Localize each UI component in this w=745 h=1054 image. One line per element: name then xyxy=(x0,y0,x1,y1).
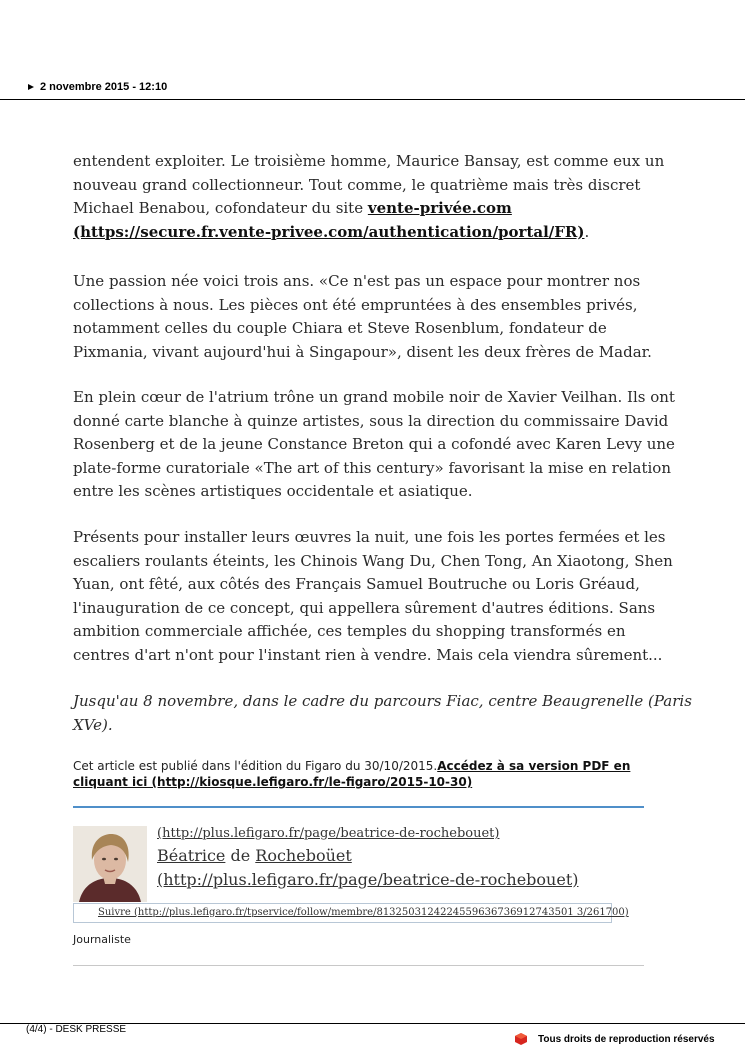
text-line: Yuan, ont fêté, aux côtés des Français Samuel Boutruche ou Loris Gréaud, xyxy=(73,575,640,593)
text-line: ambition commerciale affichée, ces temples du shopping transformés en xyxy=(73,622,626,640)
divider-grey xyxy=(73,965,644,966)
text-line: collections à nous. Les pièces ont été empruntées à des ensembles privés, xyxy=(73,295,638,314)
pdf-url-link[interactable]: cliquant ici (http://kiosque.lefigaro.fr/le-figaro/2015-10-30) xyxy=(73,775,473,789)
follow-box xyxy=(73,903,629,923)
publisher-logo-icon xyxy=(515,1033,527,1045)
paragraph-1 xyxy=(73,150,665,244)
text-segment: . xyxy=(584,222,590,241)
paragraph-2 xyxy=(73,270,653,364)
text-line: entendent exploiter. Le troisième homme, Maurice Bansay, est comme eux un xyxy=(73,152,665,170)
paragraph-4 xyxy=(73,526,673,667)
paragraph-5 xyxy=(73,690,692,737)
pdf-link[interactable]: Accédez à sa version PDF en xyxy=(437,759,631,773)
text-line: En plein cœur de l'atrium trône un grand mobile noir de Xavier Veilhan. Ils ont xyxy=(73,388,675,406)
author-role: Journaliste xyxy=(73,933,131,946)
page-header xyxy=(0,80,745,100)
divider-blue xyxy=(73,806,644,808)
text-line: Une passion née voici trois ans. «Ce n'est pas un espace pour montrer nos xyxy=(73,272,641,290)
note-text: Cet article est publié dans l'édition du Figaro du 30/10/2015. xyxy=(73,759,438,773)
author-name xyxy=(157,844,578,868)
text-line: centres d'art n'ont pour l'instant rien à vendre. Mais cela viendra sûrement... xyxy=(73,645,663,664)
text-line xyxy=(73,758,633,774)
text-line: XVe). xyxy=(73,715,113,734)
footer-copyright: Tous droits de reproduction réservés xyxy=(538,1034,715,1045)
follow-link[interactable]: Suivre (http://plus.lefigaro.fr/tpservice/follow/membre/8132503124224559636736912743501 3/261700) xyxy=(98,907,629,918)
text-line xyxy=(73,221,653,245)
portrait-image-icon xyxy=(73,826,147,902)
text-line: Présents pour installer leurs œuvres la nuit, une fois les portes fermées et les xyxy=(73,528,666,546)
author-photo[interactable] xyxy=(73,826,147,902)
edition-note xyxy=(73,758,633,790)
author-profile-link-large[interactable]: (http://plus.lefigaro.fr/page/beatrice-de-rochebouet) xyxy=(157,870,579,889)
text-line: plate-forme curatoriale «The art of this century» favorisant la mise en relation xyxy=(73,458,671,477)
author-first-name-link[interactable]: Béatrice xyxy=(157,846,226,865)
paragraph-3 xyxy=(73,386,675,504)
triangle-bullet-icon xyxy=(28,84,34,90)
author-profile-link[interactable]: (http://plus.lefigaro.fr/page/beatrice-de-rochebouet) xyxy=(157,826,500,841)
author-links xyxy=(157,824,578,892)
text-line: entre les scènes artistiques occidentale et asiatique. xyxy=(73,482,473,500)
text-line: nouveau grand collectionneur. Tout comme, le quatrième mais très discret xyxy=(73,175,641,194)
text-line xyxy=(73,197,653,221)
text-line: notamment celles du couple Chiara et Steve Rosenblum, fondateur de xyxy=(73,319,607,337)
text-line: Rosenberg et de la jeune Constance Breton qui a cofondé avec Karen Levy une xyxy=(73,435,675,453)
vente-privee-url-link[interactable]: (https://secure.fr.vente-privee.com/authentication/portal/FR) xyxy=(73,222,585,241)
text-line: l'inauguration de ce concept, qui appellera sûrement d'autres éditions. Sans xyxy=(73,598,656,617)
author-last-name-link[interactable]: Rocheboüet xyxy=(255,846,352,865)
text-segment: Michael Benabou, cofondateur du site xyxy=(73,199,368,217)
text-line: Pixmania, vivant aujourd'hui à Singapour», disent les deux frères de Madar. xyxy=(73,342,652,361)
header-date: 2 novembre 2015 - 12:10 xyxy=(40,81,168,93)
author-particle: de xyxy=(225,846,256,865)
vente-privee-link[interactable]: vente-privée.com xyxy=(367,199,512,217)
footer-page-info: (4/4) - DESK PRESSE xyxy=(26,1024,127,1035)
text-line: donné carte blanche à quinze artistes, sous la direction du commissaire David xyxy=(73,411,669,430)
text-line: Jusqu'au 8 novembre, dans le cadre du parcours Fiac, centre Beaugrenelle (Paris xyxy=(73,692,692,710)
text-line: escaliers roulants éteints, les Chinois Wang Du, Chen Tong, An Xiaotong, Shen xyxy=(73,551,673,570)
